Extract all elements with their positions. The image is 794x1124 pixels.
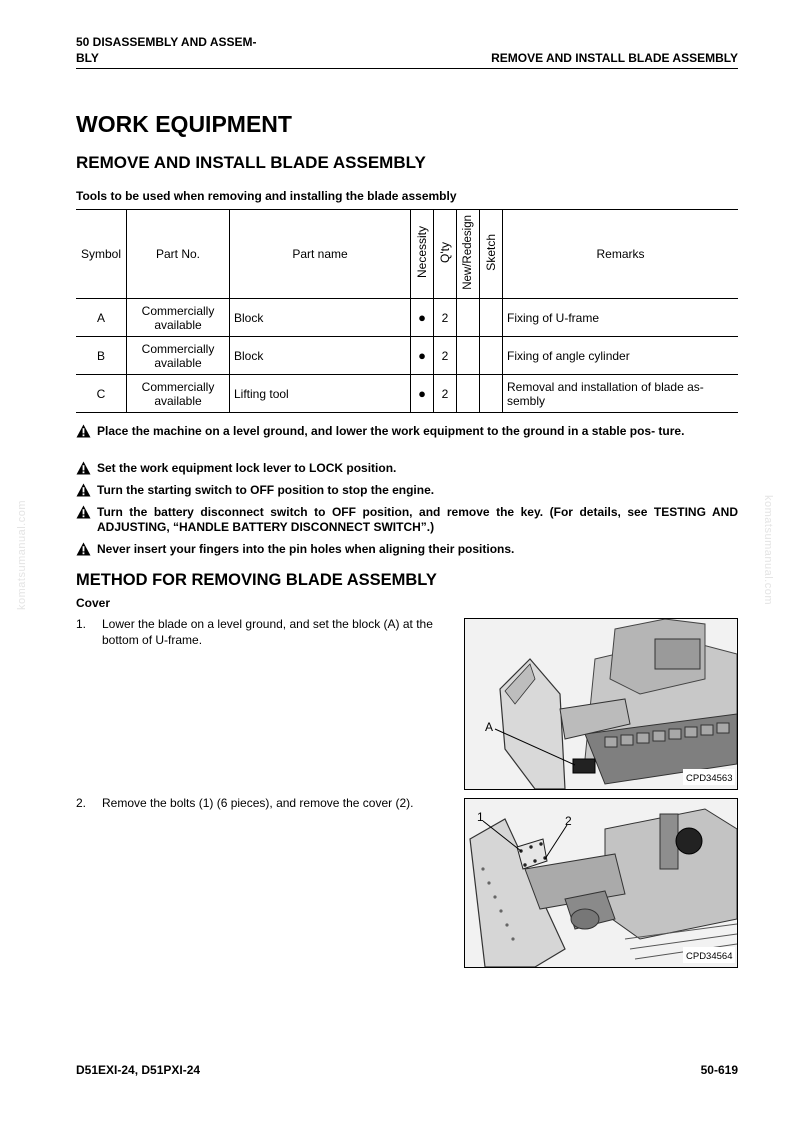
header-topic: REMOVE AND INSTALL BLADE ASSEMBLY <box>491 51 738 65</box>
cell-remarks: Removal and installation of blade as- sembly <box>503 375 739 413</box>
bulldozer-blade-illustration <box>465 619 737 789</box>
step-text: Lower the blade on a level ground, and set the block (A) at the bottom of U-frame. <box>102 617 433 647</box>
cell-new-redesign <box>457 299 480 337</box>
figure-blade-block <box>464 618 738 790</box>
col-sketch: Sketch <box>480 210 503 299</box>
header-section <box>76 34 296 66</box>
warning-text: Turn the starting switch to OFF position to stop the engine. <box>97 483 435 497</box>
cell-sketch <box>480 375 503 413</box>
col-symbol: Symbol <box>76 210 127 299</box>
watermark-left: komatsumanual.com <box>16 500 28 610</box>
cell-part-name: Block <box>230 299 411 337</box>
cell-qty: 2 <box>434 375 457 413</box>
step-number: 1. <box>76 617 87 631</box>
cell-remarks: Fixing of U-frame <box>503 299 739 337</box>
cell-part-name: Block <box>230 337 411 375</box>
warning-triangle-icon <box>76 542 91 556</box>
step-item <box>76 795 456 811</box>
footer-page-number: 50-619 <box>700 1063 738 1077</box>
cell-part-name: Lifting tool <box>230 375 411 413</box>
tools-table-title: Tools to be used when removing and installing the blade assembly <box>76 189 457 203</box>
warning-triangle-icon <box>76 483 91 497</box>
cell-remarks: Fixing of angle cylinder <box>503 337 739 375</box>
tools-table <box>76 209 738 413</box>
warning-text: Turn the battery disconnect switch to OFF position, and remove the key. (For details, see TESTING AND ADJUSTING, “HANDLE BATTERY DISCONNECT SWITCH”.) <box>97 505 738 534</box>
bulldozer-cover-illustration <box>465 799 737 967</box>
warning-item <box>76 424 738 439</box>
figure-cover-bolts <box>464 798 738 968</box>
col-qty: Q'ty <box>434 210 457 299</box>
table-row <box>76 299 738 337</box>
cell-new-redesign <box>457 337 480 375</box>
cell-part-no: Commercially available <box>127 299 230 337</box>
figure-code: CPD34564 <box>686 951 733 962</box>
step-text: Remove the bolts (1) (6 pieces), and remove the cover (2). <box>102 796 414 810</box>
cell-symbol: B <box>76 337 127 375</box>
warning-text: Set the work equipment lock lever to LOCK position. <box>97 461 397 475</box>
step-number: 2. <box>76 796 87 810</box>
page-subtitle: REMOVE AND INSTALL BLADE ASSEMBLY <box>76 153 426 172</box>
figure-code: CPD34563 <box>686 773 733 784</box>
warning-item <box>76 483 738 498</box>
step-item <box>76 616 456 648</box>
cell-necessity: ● <box>411 337 434 375</box>
cell-symbol: A <box>76 299 127 337</box>
cell-part-no: Commercially available <box>127 337 230 375</box>
warning-text: Place the machine on a level ground, and lower the work equipment to the ground in a stable pos- ture. <box>97 424 685 438</box>
watermark-right: komatsumanual.com <box>762 495 774 605</box>
warning-item <box>76 461 738 476</box>
header-divider <box>76 68 738 69</box>
method-subsection: Cover <box>76 596 111 610</box>
warning-triangle-icon <box>76 461 91 475</box>
cell-symbol: C <box>76 375 127 413</box>
col-part-name: Part name <box>230 210 411 299</box>
figure-callout: 2 <box>565 814 572 828</box>
col-necessity: Necessity <box>411 210 434 299</box>
figure-callout: A <box>485 720 494 734</box>
cell-sketch <box>480 299 503 337</box>
cell-sketch <box>480 337 503 375</box>
table-row <box>76 337 738 375</box>
cell-part-no: Commercially available <box>127 375 230 413</box>
cell-qty: 2 <box>434 299 457 337</box>
warning-text: Never insert your fingers into the pin holes when aligning their positions. <box>97 542 515 556</box>
warning-item <box>76 505 738 535</box>
warning-item <box>76 542 738 557</box>
cell-necessity: ● <box>411 375 434 413</box>
page-title: WORK EQUIPMENT <box>76 111 292 137</box>
tools-table-header <box>76 210 738 299</box>
footer-models: D51EXI-24, D51PXI-24 <box>76 1063 201 1077</box>
warning-triangle-icon <box>76 505 91 519</box>
cell-necessity: ● <box>411 299 434 337</box>
cell-new-redesign <box>457 375 480 413</box>
col-new-redesign: New/Redesign <box>457 210 480 299</box>
col-remarks: Remarks <box>503 210 739 299</box>
figure-callout: 1 <box>477 810 484 824</box>
cell-qty: 2 <box>434 337 457 375</box>
header-section-line2: BLY <box>76 51 99 65</box>
header-section-line1: 50 DISASSEMBLY AND ASSEM- <box>76 35 257 49</box>
col-part-no: Part No. <box>127 210 230 299</box>
method-title: METHOD FOR REMOVING BLADE ASSEMBLY <box>76 571 437 589</box>
warning-triangle-icon <box>76 424 91 438</box>
table-row <box>76 375 738 413</box>
